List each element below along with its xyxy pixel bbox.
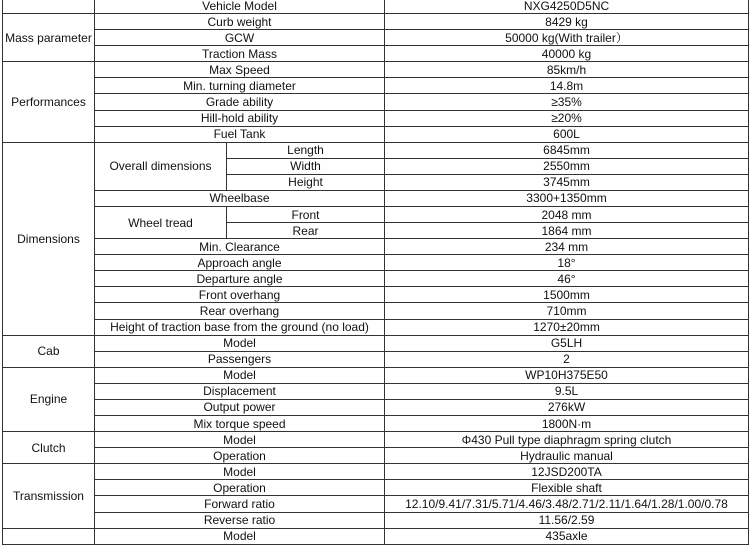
spec-value: 14.8m [385,78,749,94]
spec-label: Height of traction base from the ground (no load) [95,319,385,335]
spec-row [3,94,749,110]
spec-value: 600L [385,126,749,142]
spec-row [3,528,749,544]
spec-label: Fuel Tank [95,126,385,142]
category-engine: Engine [3,367,95,431]
spec-value: 6845mm [385,142,749,158]
vehicle-spec-table [2,0,749,545]
spec-row [3,126,749,142]
spec-value: 1500mm [385,287,749,303]
spec-label: Displacement [95,383,385,399]
spec-value: 435axle [385,528,749,544]
spec-value: 9.5L [385,383,749,399]
spec-label: Grade ability [95,94,385,110]
spec-value: 3300+1350mm [385,190,749,206]
spec-value: ≥35% [385,94,749,110]
spec-row [3,62,749,78]
spec-row [3,255,749,271]
spec-value: 85km/h [385,62,749,78]
spec-label: Height [227,174,385,190]
spec-label: Min. Clearance [95,239,385,255]
spec-row [3,303,749,319]
spec-label: Model [95,432,385,448]
spec-value: 1864 mm [385,223,749,239]
spec-value: 18° [385,255,749,271]
spec-row [3,78,749,94]
category-transmission: Transmission [3,464,95,528]
spec-value: 1800N·m [385,416,749,432]
spec-label: Model [95,367,385,383]
spec-row [3,271,749,287]
spec-label: Hill-hold ability [95,110,385,126]
category-performances: Performances [3,62,95,142]
spec-row [3,496,749,512]
spec-label: Front overhang [95,287,385,303]
subgroup-wheel-tread: Wheel tread [95,207,227,239]
category-dimensions: Dimensions [3,142,95,335]
spec-label: Wheelbase [95,190,385,206]
spec-row [3,239,749,255]
spec-row [3,207,749,223]
spec-row [3,0,749,14]
spec-label: Model [95,464,385,480]
spec-label: Length [227,142,385,158]
spec-label: Departure angle [95,271,385,287]
spec-value: 1270±20mm [385,319,749,335]
spec-value: ≥20% [385,110,749,126]
spec-label: Max Speed [95,62,385,78]
spec-label: Vehicle Model [95,0,385,14]
spec-row [3,399,749,415]
spec-row [3,110,749,126]
spec-label: GCW [95,30,385,46]
spec-row [3,319,749,335]
spec-value: 8429 kg [385,14,749,30]
spec-value: 40000 kg [385,46,749,62]
spec-row [3,480,749,496]
spec-row [3,432,749,448]
spec-value: Hydraulic manual [385,448,749,464]
spec-label: Width [227,158,385,174]
spec-label: Mix torque speed [95,416,385,432]
spec-label: Rear [227,223,385,239]
spec-label: Curb weight [95,14,385,30]
spec-value: 276kW [385,399,749,415]
spec-row [3,46,749,62]
spec-value: 2 [385,351,749,367]
spec-label: Forward ratio [95,496,385,512]
spec-label: Passengers [95,351,385,367]
spec-label: Min. turning diameter [95,78,385,94]
spec-row [3,335,749,351]
spec-value: 234 mm [385,239,749,255]
spec-row [3,448,749,464]
spec-value: 50000 kg(With trailer） [385,30,749,46]
category-clutch: Clutch [3,432,95,464]
spec-row [3,190,749,206]
spec-value: 2048 mm [385,207,749,223]
spec-row [3,30,749,46]
spec-row [3,367,749,383]
spec-value: 46° [385,271,749,287]
spec-row [3,416,749,432]
spec-value: 11.56/2.59 [385,512,749,528]
spec-value: Φ430 Pull type diaphragm spring clutch [385,432,749,448]
spec-value: 710mm [385,303,749,319]
spec-row [3,14,749,30]
spec-value: 12JSD200TA [385,464,749,480]
spec-value: Flexible shaft [385,480,749,496]
spec-label: Output power [95,399,385,415]
subgroup-overall-dimensions: Overall dimensions [95,142,227,190]
spec-value: 2550mm [385,158,749,174]
spec-label: Reverse ratio [95,512,385,528]
spec-label: Approach angle [95,255,385,271]
spec-label: Rear overhang [95,303,385,319]
empty-category-cell [3,0,95,14]
spec-value: WP10H375E50 [385,367,749,383]
spec-label: Operation [95,480,385,496]
spec-value: NXG4250D5NC [385,0,749,14]
spec-label: Front [227,207,385,223]
spec-row [3,351,749,367]
category-cab: Cab [3,335,95,367]
spec-value: 12.10/9.41/7.31/5.71/4.46/3.48/2.71/2.11/1.64/1.28/1.00/0.78 [385,496,749,512]
spec-value: G5LH [385,335,749,351]
spec-label: Model [95,335,385,351]
spec-row [3,512,749,528]
empty-category-cell [3,528,95,544]
spec-label: Operation [95,448,385,464]
spec-row [3,383,749,399]
category-mass-parameter: Mass parameter [3,14,95,62]
spec-row [3,142,749,158]
spec-label: Traction Mass [95,46,385,62]
spec-row [3,464,749,480]
spec-row [3,287,749,303]
spec-value: 3745mm [385,174,749,190]
spec-label: Model [95,528,385,544]
